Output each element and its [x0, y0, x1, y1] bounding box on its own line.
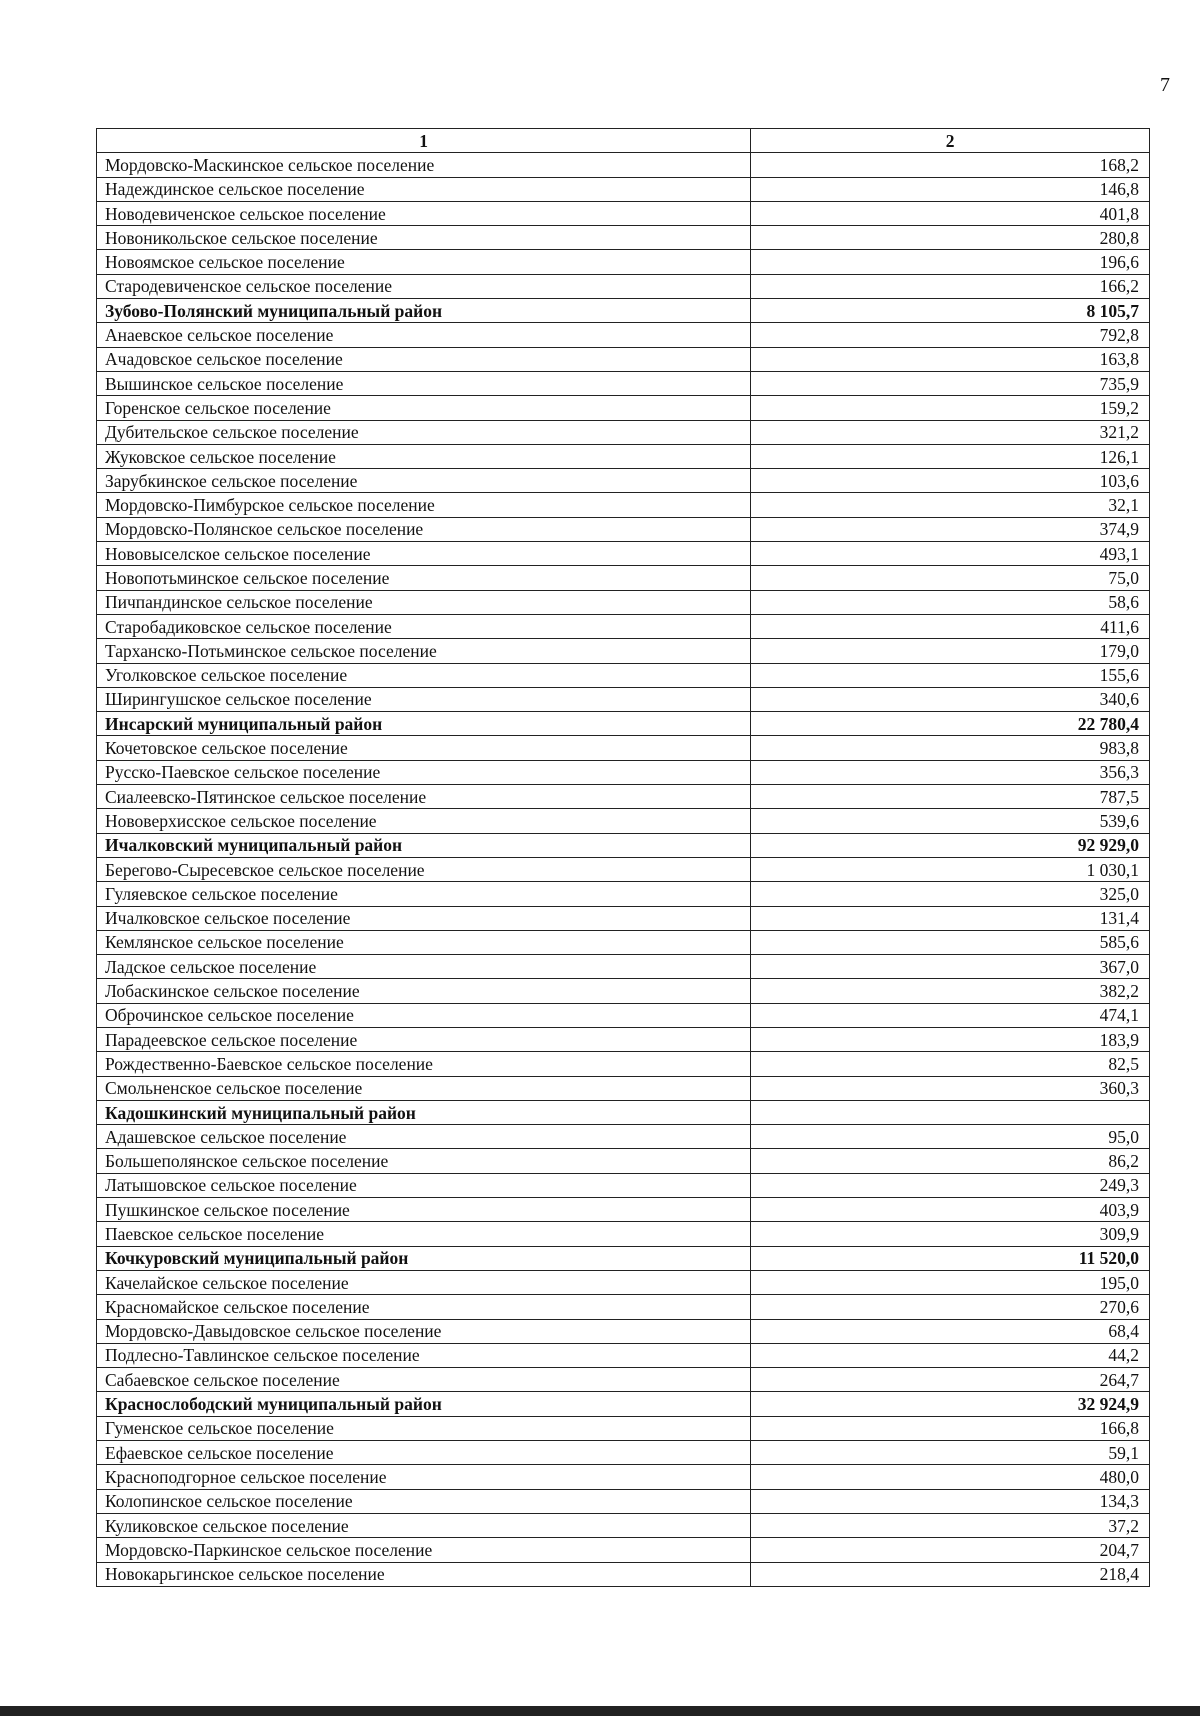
- settlement-value: 126,1: [751, 444, 1150, 468]
- table-row: [97, 420, 1150, 444]
- table-row: [97, 1198, 1150, 1222]
- settlement-name: Лобаскинское сельское поселение: [97, 979, 751, 1003]
- settlement-name: Мордовско-Полянское сельское поселение: [97, 517, 751, 541]
- table-row: [97, 274, 1150, 298]
- district-row: [97, 712, 1150, 736]
- table-row: [97, 1222, 1150, 1246]
- table-row: [97, 882, 1150, 906]
- settlement-name: Большеполянское сельское поселение: [97, 1149, 751, 1173]
- settlement-name: Паевское сельское поселение: [97, 1222, 751, 1246]
- table-row: [97, 1441, 1150, 1465]
- table-row: [97, 177, 1150, 201]
- settlement-name: Смольненское сельское поселение: [97, 1076, 751, 1100]
- settlement-name: Жуковское сельское поселение: [97, 444, 751, 468]
- table-row: [97, 809, 1150, 833]
- settlement-value: 32,1: [751, 493, 1150, 517]
- settlement-value: 195,0: [751, 1270, 1150, 1294]
- settlement-name: Оброчинское сельское поселение: [97, 1003, 751, 1027]
- settlement-value: 356,3: [751, 760, 1150, 784]
- settlement-value: 539,6: [751, 809, 1150, 833]
- table-row: [97, 153, 1150, 177]
- data-table: [96, 128, 1150, 1587]
- table-row: [97, 1368, 1150, 1392]
- table-row: [97, 1343, 1150, 1367]
- settlement-name: Пичпандинское сельское поселение: [97, 590, 751, 614]
- settlement-value: 382,2: [751, 979, 1150, 1003]
- settlement-value: 787,5: [751, 785, 1150, 809]
- district-row: [97, 1100, 1150, 1124]
- table-row: [97, 1270, 1150, 1294]
- settlement-name: Пушкинское сельское поселение: [97, 1198, 751, 1222]
- settlement-name: Новоникольское сельское поселение: [97, 226, 751, 250]
- settlement-name: Гуменское сельское поселение: [97, 1416, 751, 1440]
- table-row: [97, 857, 1150, 881]
- table-row: [97, 1003, 1150, 1027]
- settlement-value: 58,6: [751, 590, 1150, 614]
- settlement-name: Зубово-Полянский муниципальный район: [97, 299, 751, 323]
- settlement-name: Парадеевское сельское поселение: [97, 1027, 751, 1051]
- settlement-name: Нововерхисское сельское поселение: [97, 809, 751, 833]
- table-row: [97, 687, 1150, 711]
- settlement-value: 82,5: [751, 1052, 1150, 1076]
- district-row: [97, 299, 1150, 323]
- settlement-value: 44,2: [751, 1343, 1150, 1367]
- settlement-name: Новопотьминское сельское поселение: [97, 566, 751, 590]
- table-row: [97, 250, 1150, 274]
- settlement-value: 325,0: [751, 882, 1150, 906]
- district-row: [97, 833, 1150, 857]
- settlement-value: 32 924,9: [751, 1392, 1150, 1416]
- settlement-value: 309,9: [751, 1222, 1150, 1246]
- settlement-name: Ефаевское сельское поселение: [97, 1441, 751, 1465]
- settlement-name: Ширингушское сельское поселение: [97, 687, 751, 711]
- settlement-name: Надеждинское сельское поселение: [97, 177, 751, 201]
- settlement-value: 155,6: [751, 663, 1150, 687]
- settlement-value: 204,7: [751, 1538, 1150, 1562]
- table-row: [97, 639, 1150, 663]
- table-row: [97, 1076, 1150, 1100]
- table-row: [97, 1052, 1150, 1076]
- settlement-value: 134,3: [751, 1489, 1150, 1513]
- settlement-name: Гуляевское сельское поселение: [97, 882, 751, 906]
- settlement-value: 75,0: [751, 566, 1150, 590]
- table-row: [97, 955, 1150, 979]
- settlement-value: 131,4: [751, 906, 1150, 930]
- settlement-value: 218,4: [751, 1562, 1150, 1586]
- table-row: [97, 979, 1150, 1003]
- settlement-name: Ичалковское сельское поселение: [97, 906, 751, 930]
- settlement-name: Ачадовское сельское поселение: [97, 347, 751, 371]
- settlement-value: 280,8: [751, 226, 1150, 250]
- table-body: [97, 153, 1150, 1587]
- settlement-value: 103,6: [751, 469, 1150, 493]
- settlement-name: Кочетовское сельское поселение: [97, 736, 751, 760]
- table-row: [97, 1562, 1150, 1586]
- settlement-name: Куликовское сельское поселение: [97, 1513, 751, 1537]
- settlement-value: 474,1: [751, 1003, 1150, 1027]
- settlement-value: 59,1: [751, 1441, 1150, 1465]
- table-row: [97, 1125, 1150, 1149]
- settlement-value: 401,8: [751, 201, 1150, 225]
- settlement-value: [751, 1100, 1150, 1124]
- settlement-name: Ичалковский муниципальный район: [97, 833, 751, 857]
- settlement-value: 166,2: [751, 274, 1150, 298]
- table-row: [97, 663, 1150, 687]
- column-header-2: 2: [751, 129, 1150, 153]
- settlement-name: Нововыселское сельское поселение: [97, 542, 751, 566]
- settlement-value: 86,2: [751, 1149, 1150, 1173]
- settlement-name: Горенское сельское поселение: [97, 396, 751, 420]
- settlement-name: Кадошкинский муниципальный район: [97, 1100, 751, 1124]
- settlement-name: Дубительское сельское поселение: [97, 420, 751, 444]
- table-row: [97, 736, 1150, 760]
- table-row: [97, 542, 1150, 566]
- table-row: [97, 347, 1150, 371]
- settlement-name: Адашевское сельское поселение: [97, 1125, 751, 1149]
- settlement-name: Зарубкинское сельское поселение: [97, 469, 751, 493]
- settlement-name: Ладское сельское поселение: [97, 955, 751, 979]
- table-row: [97, 1489, 1150, 1513]
- settlement-value: 92 929,0: [751, 833, 1150, 857]
- table-row: [97, 1027, 1150, 1051]
- settlement-value: 249,3: [751, 1173, 1150, 1197]
- settlement-value: 367,0: [751, 955, 1150, 979]
- table-row: [97, 785, 1150, 809]
- settlement-name: Красноподгорное сельское поселение: [97, 1465, 751, 1489]
- settlement-name: Уголковское сельское поселение: [97, 663, 751, 687]
- table-row: [97, 1538, 1150, 1562]
- settlement-name: Мордовско-Паркинское сельское поселение: [97, 1538, 751, 1562]
- settlement-name: Колопинское сельское поселение: [97, 1489, 751, 1513]
- settlement-value: 95,0: [751, 1125, 1150, 1149]
- table-row: [97, 1416, 1150, 1440]
- settlement-value: 270,6: [751, 1295, 1150, 1319]
- settlement-value: 585,6: [751, 930, 1150, 954]
- table-row: [97, 930, 1150, 954]
- settlement-value: 37,2: [751, 1513, 1150, 1537]
- settlement-value: 179,0: [751, 639, 1150, 663]
- table-row: [97, 1295, 1150, 1319]
- settlement-value: 493,1: [751, 542, 1150, 566]
- settlement-name: Старобадиковское сельское поселение: [97, 614, 751, 638]
- settlement-value: 403,9: [751, 1198, 1150, 1222]
- settlement-value: 264,7: [751, 1368, 1150, 1392]
- settlement-value: 11 520,0: [751, 1246, 1150, 1270]
- settlement-value: 480,0: [751, 1465, 1150, 1489]
- table-row: [97, 566, 1150, 590]
- settlement-name: Новокарьгинское сельское поселение: [97, 1562, 751, 1586]
- settlement-name: Стародевиченское сельское поселение: [97, 274, 751, 298]
- table-row: [97, 517, 1150, 541]
- settlement-value: 146,8: [751, 177, 1150, 201]
- table-row: [97, 493, 1150, 517]
- table-row: [97, 614, 1150, 638]
- table-row: [97, 469, 1150, 493]
- table-row: [97, 323, 1150, 347]
- settlement-value: 1 030,1: [751, 857, 1150, 881]
- table-row: [97, 1465, 1150, 1489]
- settlement-value: 159,2: [751, 396, 1150, 420]
- settlement-name: Мордовско-Давыдовское сельское поселение: [97, 1319, 751, 1343]
- table-row: [97, 1513, 1150, 1537]
- settlement-name: Новодевиченское сельское поселение: [97, 201, 751, 225]
- table-row: [97, 590, 1150, 614]
- settlement-name: Мордовско-Маскинское сельское поселение: [97, 153, 751, 177]
- settlement-name: Русско-Паевское сельское поселение: [97, 760, 751, 784]
- settlement-name: Кемлянское сельское поселение: [97, 930, 751, 954]
- table-row: [97, 760, 1150, 784]
- settlement-name: Инсарский муниципальный район: [97, 712, 751, 736]
- settlement-value: 374,9: [751, 517, 1150, 541]
- scan-edge: [0, 1706, 1200, 1716]
- column-header-1: 1: [97, 129, 751, 153]
- settlement-name: Мордовско-Пимбурское сельское поселение: [97, 493, 751, 517]
- settlement-value: 183,9: [751, 1027, 1150, 1051]
- settlement-value: 340,6: [751, 687, 1150, 711]
- page-number: 7: [1160, 74, 1170, 96]
- table-row: [97, 226, 1150, 250]
- district-row: [97, 1392, 1150, 1416]
- table-row: [97, 444, 1150, 468]
- table-header-row: [97, 129, 1150, 153]
- settlement-value: 792,8: [751, 323, 1150, 347]
- table-row: [97, 396, 1150, 420]
- settlement-name: Вышинское сельское поселение: [97, 371, 751, 395]
- settlement-value: 168,2: [751, 153, 1150, 177]
- table-row: [97, 1149, 1150, 1173]
- settlement-value: 22 780,4: [751, 712, 1150, 736]
- settlement-name: Рождественно-Баевское сельское поселение: [97, 1052, 751, 1076]
- settlement-name: Анаевское сельское поселение: [97, 323, 751, 347]
- settlement-name: Латышовское сельское поселение: [97, 1173, 751, 1197]
- settlement-value: 68,4: [751, 1319, 1150, 1343]
- settlement-value: 163,8: [751, 347, 1150, 371]
- settlement-name: Красномайское сельское поселение: [97, 1295, 751, 1319]
- settlement-value: 321,2: [751, 420, 1150, 444]
- district-row: [97, 1246, 1150, 1270]
- settlement-name: Кочкуровский муниципальный район: [97, 1246, 751, 1270]
- settlement-name: Тарханско-Потьминское сельское поселение: [97, 639, 751, 663]
- table-row: [97, 1173, 1150, 1197]
- table-row: [97, 906, 1150, 930]
- settlement-name: Новоямское сельское поселение: [97, 250, 751, 274]
- settlement-value: 411,6: [751, 614, 1150, 638]
- table-row: [97, 1319, 1150, 1343]
- settlement-value: 983,8: [751, 736, 1150, 760]
- settlement-value: 735,9: [751, 371, 1150, 395]
- settlement-name: Берегово-Сыресевское сельское поселение: [97, 857, 751, 881]
- settlement-value: 196,6: [751, 250, 1150, 274]
- table-row: [97, 371, 1150, 395]
- table-row: [97, 201, 1150, 225]
- settlement-name: Сиалеевско-Пятинское сельское поселение: [97, 785, 751, 809]
- settlement-name: Сабаевское сельское поселение: [97, 1368, 751, 1392]
- settlement-name: Подлесно-Тавлинское сельское поселение: [97, 1343, 751, 1367]
- settlement-name: Качелайское сельское поселение: [97, 1270, 751, 1294]
- settlement-name: Краснослободский муниципальный район: [97, 1392, 751, 1416]
- settlement-value: 166,8: [751, 1416, 1150, 1440]
- settlement-value: 360,3: [751, 1076, 1150, 1100]
- settlement-value: 8 105,7: [751, 299, 1150, 323]
